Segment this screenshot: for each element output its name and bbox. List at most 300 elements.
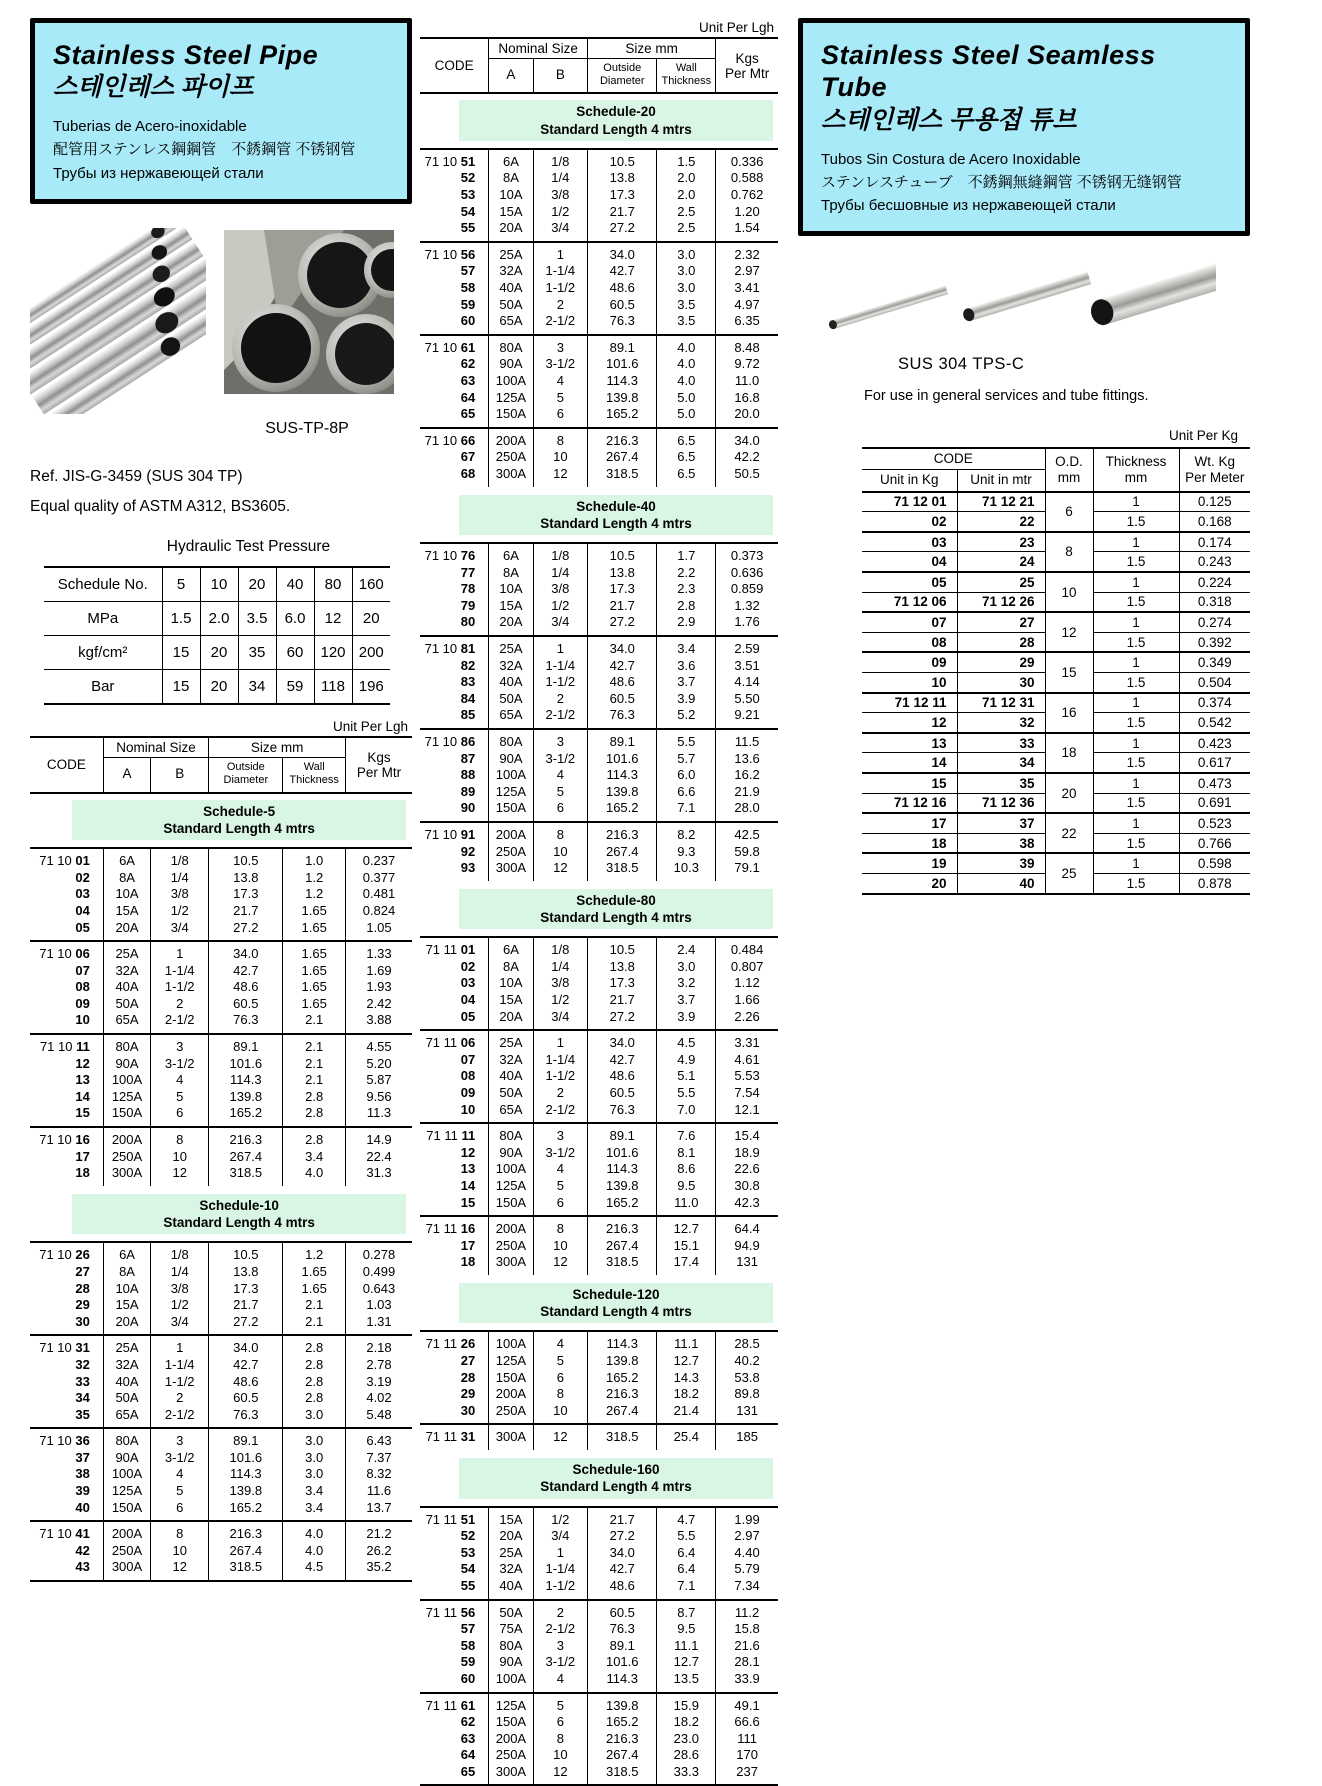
cell-outside-diameter: 60.5 xyxy=(209,996,283,1013)
cell-od: 8 xyxy=(1045,532,1093,572)
cell-code-kg: 09 xyxy=(862,652,957,672)
cell-nominal-a: 6A xyxy=(489,543,533,565)
cell-kgs-per-mtr: 11.2 xyxy=(716,1600,778,1622)
cell-outside-diameter: 34.0 xyxy=(588,1545,657,1562)
cell-nominal-b: 1/8 xyxy=(151,1242,209,1264)
cell-kgs-per-mtr: 1.33 xyxy=(346,941,413,963)
hydraulic-row-label: Bar xyxy=(44,670,162,705)
cell-wall-thickness: 2.4 xyxy=(657,937,716,959)
cell-kgs-per-mtr: 42.5 xyxy=(716,822,778,844)
pipe-row xyxy=(420,1068,778,1085)
hydraulic-value-cell: 40 xyxy=(276,567,314,602)
pipe-row xyxy=(30,1149,412,1166)
hydraulic-value-cell: 20 xyxy=(200,670,238,705)
cell-outside-diameter: 48.6 xyxy=(209,1374,283,1391)
cell-wall-thickness: 6.5 xyxy=(657,466,716,487)
right-column xyxy=(798,0,1250,895)
cell-nominal-b: 1/8 xyxy=(533,543,587,565)
cell-wall-thickness: 1.2 xyxy=(283,886,346,903)
tube-material-caption: SUS 304 TPS-C xyxy=(898,355,1025,374)
cell-code: 30 xyxy=(75,1313,90,1329)
cell-kgs-per-mtr: 4.61 xyxy=(716,1052,778,1069)
pipe-row xyxy=(420,1693,778,1715)
cell-kgs-per-mtr: 7.54 xyxy=(716,1085,778,1102)
cell-wall-thickness: 2.0 xyxy=(657,187,716,204)
cell-nominal-b: 1/4 xyxy=(533,565,587,582)
cell-code: 63 xyxy=(460,372,476,388)
cell-code: 55 xyxy=(460,220,476,236)
tube-row xyxy=(862,693,1250,713)
cell-outside-diameter: 48.6 xyxy=(588,1578,657,1600)
cell-code: 58 xyxy=(460,279,476,295)
cell-code: 27 xyxy=(75,1263,90,1279)
pipe-row xyxy=(420,356,778,373)
cell-nominal-b: 1 xyxy=(533,1030,587,1052)
cell-nominal-b: 4 xyxy=(533,1161,587,1178)
cell-wall-thickness: 2.0 xyxy=(657,170,716,187)
cell-code: 53 xyxy=(460,187,476,202)
cell-nominal-b: 1/4 xyxy=(151,1264,209,1281)
cell-kgs-per-mtr: 3.19 xyxy=(346,1374,413,1391)
pipe-row xyxy=(420,1578,778,1600)
cell-nominal-a: 75A xyxy=(489,1621,533,1638)
cell-wall-thickness: 3.2 xyxy=(657,975,716,992)
cell-kgs-per-mtr: 31.3 xyxy=(346,1165,413,1186)
header-size-mm: Size mm xyxy=(588,38,716,59)
cell-outside-diameter: 114.3 xyxy=(588,373,657,390)
schedule-band xyxy=(459,1458,772,1499)
cell-nominal-a: 15A xyxy=(103,903,150,920)
schedule-band xyxy=(459,889,772,930)
schedule-length: Standard Length 4 mtrs xyxy=(540,121,692,137)
pipe-row xyxy=(30,1056,412,1073)
hydraulic-value-cell: 160 xyxy=(352,567,390,602)
pipe-row xyxy=(420,614,778,636)
cell-kgs-per-mtr: 18.9 xyxy=(716,1145,778,1162)
pipe-row xyxy=(420,373,778,390)
cell-kgs-per-mtr: 1.76 xyxy=(716,614,778,636)
cell-kgs-per-mtr: 2.32 xyxy=(716,242,778,264)
cell-code: 71 11 01 xyxy=(425,942,476,958)
pipe-row xyxy=(420,860,778,881)
cell-outside-diameter: 165.2 xyxy=(588,1714,657,1731)
hydraulic-value-cell: 6.0 xyxy=(276,602,314,636)
cell-nominal-a: 200A xyxy=(103,1127,150,1149)
cell-outside-diameter: 48.6 xyxy=(588,1068,657,1085)
cell-wall-thickness: 25.4 xyxy=(657,1424,716,1450)
cell-kgs-per-mtr: 12.1 xyxy=(716,1102,778,1124)
pipe-row xyxy=(30,1034,412,1056)
cell-code: 71 10 51 xyxy=(424,153,476,169)
cell-wall-thickness: 2.8 xyxy=(283,1089,346,1106)
cell-nominal-b: 3/8 xyxy=(533,581,587,598)
cell-kgs-per-mtr: 11.6 xyxy=(346,1483,413,1500)
cell-nominal-a: 8A xyxy=(489,170,533,187)
cell-code: 10 xyxy=(75,1012,90,1028)
cell-wall-thickness: 3.4 xyxy=(283,1483,346,1500)
cell-kgs-per-mtr: 28.5 xyxy=(716,1331,778,1353)
cell-wall-thickness: 1.65 xyxy=(283,979,346,996)
cell-code-mtr: 30 xyxy=(957,673,1045,693)
cell-outside-diameter: 101.6 xyxy=(209,1450,283,1467)
cell-code-mtr: 27 xyxy=(957,612,1045,632)
cell-nominal-b: 4 xyxy=(533,767,587,784)
pipe-row xyxy=(420,1507,778,1529)
cell-kgs-per-mtr: 13.7 xyxy=(346,1500,413,1522)
cell-kgs-per-mtr: 5.48 xyxy=(346,1407,413,1429)
pipe-row xyxy=(420,390,778,407)
cell-outside-diameter: 34.0 xyxy=(209,941,283,963)
cell-wall-thickness: 4.9 xyxy=(657,1052,716,1069)
pipe-row xyxy=(420,784,778,801)
cell-nominal-a: 32A xyxy=(489,1561,533,1578)
cell-nominal-b: 8 xyxy=(533,1731,587,1748)
cell-code: 60 xyxy=(460,313,476,329)
pipe-row xyxy=(420,565,778,582)
cell-code-kg: 20 xyxy=(862,873,957,893)
cell-outside-diameter: 114.3 xyxy=(209,1466,283,1483)
cell-code: 79 xyxy=(460,597,476,613)
cell-nominal-a: 200A xyxy=(489,1731,533,1748)
cell-nominal-a: 15A xyxy=(489,992,533,1009)
cell-code: 18 xyxy=(75,1165,90,1181)
cell-nominal-a: 90A xyxy=(489,1654,533,1671)
cell-wall-thickness: 2.1 xyxy=(283,1056,346,1073)
cell-code: 92 xyxy=(460,843,476,859)
cell-outside-diameter: 48.6 xyxy=(209,979,283,996)
cell-wall-thickness: 1.5 xyxy=(657,149,716,171)
cell-nominal-b: 12 xyxy=(533,1764,587,1786)
cell-nominal-b: 3-1/2 xyxy=(151,1450,209,1467)
cell-nominal-b: 12 xyxy=(151,1559,209,1581)
cell-nominal-b: 4 xyxy=(151,1072,209,1089)
cell-nominal-b: 1/2 xyxy=(533,598,587,615)
cell-nominal-b: 2-1/2 xyxy=(151,1407,209,1429)
cell-nominal-a: 20A xyxy=(489,1009,533,1031)
cell-nominal-b: 8 xyxy=(533,428,587,450)
cell-nominal-b: 8 xyxy=(151,1127,209,1149)
hydraulic-value-cell: 80 xyxy=(314,567,352,602)
header-code: CODE xyxy=(46,757,86,773)
cell-outside-diameter: 76.3 xyxy=(209,1407,283,1429)
pipes-bundle-photo xyxy=(30,228,206,414)
cell-nominal-b: 1/4 xyxy=(533,170,587,187)
cell-kgs-per-mtr: 5.20 xyxy=(346,1056,413,1073)
cell-code: 43 xyxy=(75,1559,90,1575)
cell-code: 39 xyxy=(75,1483,90,1499)
cell-nominal-b: 2-1/2 xyxy=(533,707,587,729)
cell-outside-diameter: 139.8 xyxy=(588,1178,657,1195)
cell-nominal-b: 2 xyxy=(151,996,209,1013)
cell-weight: 0.125 xyxy=(1179,492,1250,512)
cell-nominal-a: 90A xyxy=(103,1450,150,1467)
hydraulic-value-cell: 15 xyxy=(162,670,200,705)
cell-code: 71 11 11 xyxy=(426,1128,476,1144)
pipe-row xyxy=(420,1195,778,1217)
cell-kgs-per-mtr: 185 xyxy=(716,1424,778,1450)
pipe-row xyxy=(420,335,778,357)
cell-wall-thickness: 7.1 xyxy=(657,800,716,822)
cell-outside-diameter: 13.8 xyxy=(588,565,657,582)
cell-nominal-a: 300A xyxy=(489,1254,533,1275)
cell-code: 83 xyxy=(460,674,476,690)
pipe-row xyxy=(420,1052,778,1069)
cell-nominal-b: 2-1/2 xyxy=(151,1012,209,1034)
cell-code: 87 xyxy=(460,750,476,766)
pipe-row xyxy=(30,1264,412,1281)
cell-nominal-a: 250A xyxy=(489,449,533,466)
hydraulic-value-cell: 200 xyxy=(352,636,390,670)
cell-thickness: 1.5 xyxy=(1093,552,1179,572)
cell-nominal-a: 125A xyxy=(103,1089,150,1106)
cell-kgs-per-mtr: 49.1 xyxy=(716,1693,778,1715)
cell-outside-diameter: 139.8 xyxy=(209,1089,283,1106)
cell-nominal-a: 32A xyxy=(103,963,150,980)
cell-code-kg: 02 xyxy=(862,512,957,532)
cell-nominal-b: 3/4 xyxy=(533,614,587,636)
schedule-name: Schedule-5 xyxy=(203,803,276,819)
cell-wall-thickness: 1.65 xyxy=(283,920,346,942)
cell-wall-thickness: 1.65 xyxy=(283,996,346,1013)
cell-code-kg: 19 xyxy=(862,853,957,873)
cell-nominal-a: 50A xyxy=(489,691,533,708)
pipe-row xyxy=(30,1559,412,1581)
pipe-row xyxy=(30,886,412,903)
cell-nominal-a: 125A xyxy=(489,1353,533,1370)
cell-code-kg: 08 xyxy=(862,632,957,652)
cell-wall-thickness: 2.8 xyxy=(283,1357,346,1374)
cell-nominal-b: 1/2 xyxy=(533,992,587,1009)
cell-code-mtr: 29 xyxy=(957,652,1045,672)
cell-nominal-b: 1/8 xyxy=(151,848,209,870)
cell-kgs-per-mtr: 1.12 xyxy=(716,975,778,992)
cell-nominal-b: 3-1/2 xyxy=(533,751,587,768)
pipe-row xyxy=(420,1764,778,1786)
cell-outside-diameter: 267.4 xyxy=(588,449,657,466)
cell-nominal-a: 10A xyxy=(489,187,533,204)
cell-outside-diameter: 216.3 xyxy=(588,428,657,450)
pipe-row xyxy=(30,1105,412,1127)
cell-nominal-b: 6 xyxy=(151,1500,209,1522)
cell-kgs-per-mtr: 2.97 xyxy=(716,1528,778,1545)
hydraulic-value-cell: 118 xyxy=(314,670,352,705)
cell-wall-thickness: 2.8 xyxy=(657,598,716,615)
cell-wall-thickness: 15.1 xyxy=(657,1238,716,1255)
cell-nominal-a: 80A xyxy=(103,1428,150,1450)
cell-nominal-a: 32A xyxy=(489,263,533,280)
cell-wall-thickness: 3.4 xyxy=(283,1149,346,1166)
cell-nominal-a: 40A xyxy=(103,979,150,996)
cell-code-mtr: 35 xyxy=(957,773,1045,793)
pipe-table-left xyxy=(30,736,412,1582)
cell-wall-thickness: 7.0 xyxy=(657,1102,716,1124)
cell-code-mtr: 32 xyxy=(957,713,1045,733)
cell-weight: 0.224 xyxy=(1179,572,1250,592)
cell-nominal-a: 250A xyxy=(489,1403,533,1425)
cell-kgs-per-mtr: 131 xyxy=(716,1254,778,1275)
cell-nominal-a: 250A xyxy=(103,1543,150,1560)
cell-nominal-a: 200A xyxy=(489,1216,533,1238)
cell-wall-thickness: 1.7 xyxy=(657,543,716,565)
cell-code: 67 xyxy=(460,449,476,465)
cell-nominal-a: 150A xyxy=(489,1370,533,1387)
cell-weight: 0.392 xyxy=(1179,632,1250,652)
cell-thickness: 1.5 xyxy=(1093,713,1179,733)
cell-nominal-b: 3/8 xyxy=(151,886,209,903)
pipe-row xyxy=(420,1216,778,1238)
pipe-table-middle xyxy=(420,37,778,1786)
cell-wall-thickness: 6.5 xyxy=(657,449,716,466)
cell-kgs-per-mtr: 5.53 xyxy=(716,1068,778,1085)
pipe-row xyxy=(420,992,778,1009)
cell-kgs-per-mtr: 1.54 xyxy=(716,220,778,242)
cell-wall-thickness: 23.0 xyxy=(657,1731,716,1748)
cell-nominal-b: 12 xyxy=(533,1254,587,1275)
pipe-row xyxy=(420,1353,778,1370)
cell-outside-diameter: 216.3 xyxy=(588,1386,657,1403)
cell-outside-diameter: 139.8 xyxy=(588,784,657,801)
cell-nominal-a: 90A xyxy=(489,751,533,768)
cell-nominal-b: 1-1/4 xyxy=(151,963,209,980)
cell-wall-thickness: 6.4 xyxy=(657,1545,716,1562)
cell-wall-thickness: 5.5 xyxy=(657,729,716,751)
cell-code: 08 xyxy=(460,1068,476,1084)
cell-wall-thickness: 3.0 xyxy=(657,242,716,264)
header-code: CODE xyxy=(933,451,973,467)
cell-code: 64 xyxy=(460,1747,476,1763)
ref-equal-quality: Equal quality of ASTM A312, BS3605. xyxy=(30,498,291,516)
cell-code-mtr: 71 12 31 xyxy=(957,693,1045,713)
cell-nominal-b: 1 xyxy=(151,1335,209,1357)
hydraulic-row xyxy=(44,670,390,705)
cell-code: 71 10 76 xyxy=(424,548,476,564)
cell-code-mtr: 28 xyxy=(957,632,1045,652)
cell-nominal-a: 10A xyxy=(103,1281,150,1298)
pipe-row xyxy=(420,220,778,242)
pipe-row xyxy=(420,729,778,751)
cell-kgs-per-mtr: 131 xyxy=(716,1403,778,1425)
cell-wall-thickness: 3.7 xyxy=(657,674,716,691)
cell-wall-thickness: 3.0 xyxy=(283,1466,346,1483)
cell-nominal-a: 150A xyxy=(489,1195,533,1217)
cell-kgs-per-mtr: 170 xyxy=(716,1747,778,1764)
cell-wall-thickness: 1.65 xyxy=(283,903,346,920)
cell-weight: 0.523 xyxy=(1179,813,1250,833)
cell-wall-thickness: 7.1 xyxy=(657,1578,716,1600)
cell-kgs-per-mtr: 21.9 xyxy=(716,784,778,801)
cell-nominal-b: 1/4 xyxy=(151,870,209,887)
schedule-length: Standard Length 4 mtrs xyxy=(540,909,692,925)
cell-nominal-a: 80A xyxy=(103,1034,150,1056)
cell-wall-thickness: 4.0 xyxy=(283,1543,346,1560)
pipe-row xyxy=(420,1671,778,1693)
cell-wall-thickness: 2.1 xyxy=(283,1314,346,1336)
cell-nominal-b: 1/8 xyxy=(533,149,587,171)
cell-nominal-a: 150A xyxy=(489,1714,533,1731)
hydraulic-test-pressure-table xyxy=(44,566,390,705)
cell-wall-thickness: 8.2 xyxy=(657,822,716,844)
cell-code: 32 xyxy=(75,1356,90,1372)
cell-nominal-a: 150A xyxy=(489,800,533,822)
cell-code: 29 xyxy=(75,1297,90,1313)
cell-nominal-a: 50A xyxy=(489,1085,533,1102)
cell-kgs-per-mtr: 11.5 xyxy=(716,729,778,751)
cell-nominal-a: 40A xyxy=(489,280,533,297)
cell-nominal-a: 100A xyxy=(489,1671,533,1693)
cell-outside-diameter: 60.5 xyxy=(588,691,657,708)
schedule-length: Standard Length 4 mtrs xyxy=(163,1215,315,1231)
cell-outside-diameter: 42.7 xyxy=(209,963,283,980)
cell-nominal-b: 3/8 xyxy=(533,975,587,992)
cell-outside-diameter: 216.3 xyxy=(588,1731,657,1748)
cell-outside-diameter: 10.5 xyxy=(209,848,283,870)
hydraulic-value-cell: 2.0 xyxy=(200,602,238,636)
cell-kgs-per-mtr: 8.32 xyxy=(346,1466,413,1483)
unit-per-lgh-label-left: Unit Per Lgh xyxy=(332,719,408,735)
cell-code-mtr: 38 xyxy=(957,833,1045,853)
cell-code: 54 xyxy=(460,1561,476,1577)
cell-outside-diameter: 13.8 xyxy=(588,170,657,187)
pipe-row xyxy=(420,598,778,615)
cell-kgs-per-mtr: 42.3 xyxy=(716,1195,778,1217)
cell-code: 71 10 66 xyxy=(424,432,476,448)
header-nominal-size: Nominal Size xyxy=(489,38,588,59)
cell-code: 38 xyxy=(75,1466,90,1482)
pipe-row xyxy=(30,1428,412,1450)
cell-kgs-per-mtr: 0.499 xyxy=(346,1264,413,1281)
cell-nominal-b: 3 xyxy=(151,1428,209,1450)
cell-code: 18 xyxy=(460,1254,476,1270)
cell-nominal-b: 3/4 xyxy=(151,920,209,942)
cell-nominal-a: 125A xyxy=(103,1483,150,1500)
cell-outside-diameter: 21.7 xyxy=(209,1297,283,1314)
cell-code: 71 11 16 xyxy=(425,1221,476,1237)
cell-thickness: 1.5 xyxy=(1093,833,1179,853)
cell-kgs-per-mtr: 15.4 xyxy=(716,1123,778,1145)
pipe-row xyxy=(420,937,778,959)
pipe-row xyxy=(30,1543,412,1560)
cell-wall-thickness: 28.6 xyxy=(657,1747,716,1764)
cell-code: 02 xyxy=(75,869,90,885)
cell-outside-diameter: 165.2 xyxy=(209,1500,283,1522)
cell-code: 52 xyxy=(460,1528,476,1544)
cell-weight: 0.318 xyxy=(1179,592,1250,612)
cell-wall-thickness: 1.65 xyxy=(283,941,346,963)
cell-nominal-b: 10 xyxy=(533,1238,587,1255)
cell-nominal-a: 300A xyxy=(489,1424,533,1450)
cell-nominal-a: 10A xyxy=(489,975,533,992)
cell-outside-diameter: 139.8 xyxy=(588,1693,657,1715)
cell-kgs-per-mtr: 28.0 xyxy=(716,800,778,822)
pipe-row xyxy=(30,1390,412,1407)
cell-code: 07 xyxy=(460,1051,476,1067)
pipe-row xyxy=(420,1370,778,1387)
cell-kgs-per-mtr: 0.762 xyxy=(716,187,778,204)
hydraulic-test-pressure-title: Hydraulic Test Pressure xyxy=(166,538,331,556)
cell-nominal-a: 125A xyxy=(489,390,533,407)
pipe-row xyxy=(420,280,778,297)
cell-wall-thickness: 4.0 xyxy=(657,356,716,373)
cell-wall-thickness: 4.5 xyxy=(657,1030,716,1052)
cell-wall-thickness: 3.4 xyxy=(657,636,716,658)
cell-nominal-b: 3/4 xyxy=(533,1009,587,1031)
pipe-row xyxy=(30,1314,412,1336)
cell-code-kg: 07 xyxy=(862,612,957,632)
cell-code: 14 xyxy=(460,1177,476,1193)
cell-wall-thickness: 13.5 xyxy=(657,1671,716,1693)
cell-outside-diameter: 139.8 xyxy=(588,1353,657,1370)
cell-outside-diameter: 101.6 xyxy=(588,356,657,373)
